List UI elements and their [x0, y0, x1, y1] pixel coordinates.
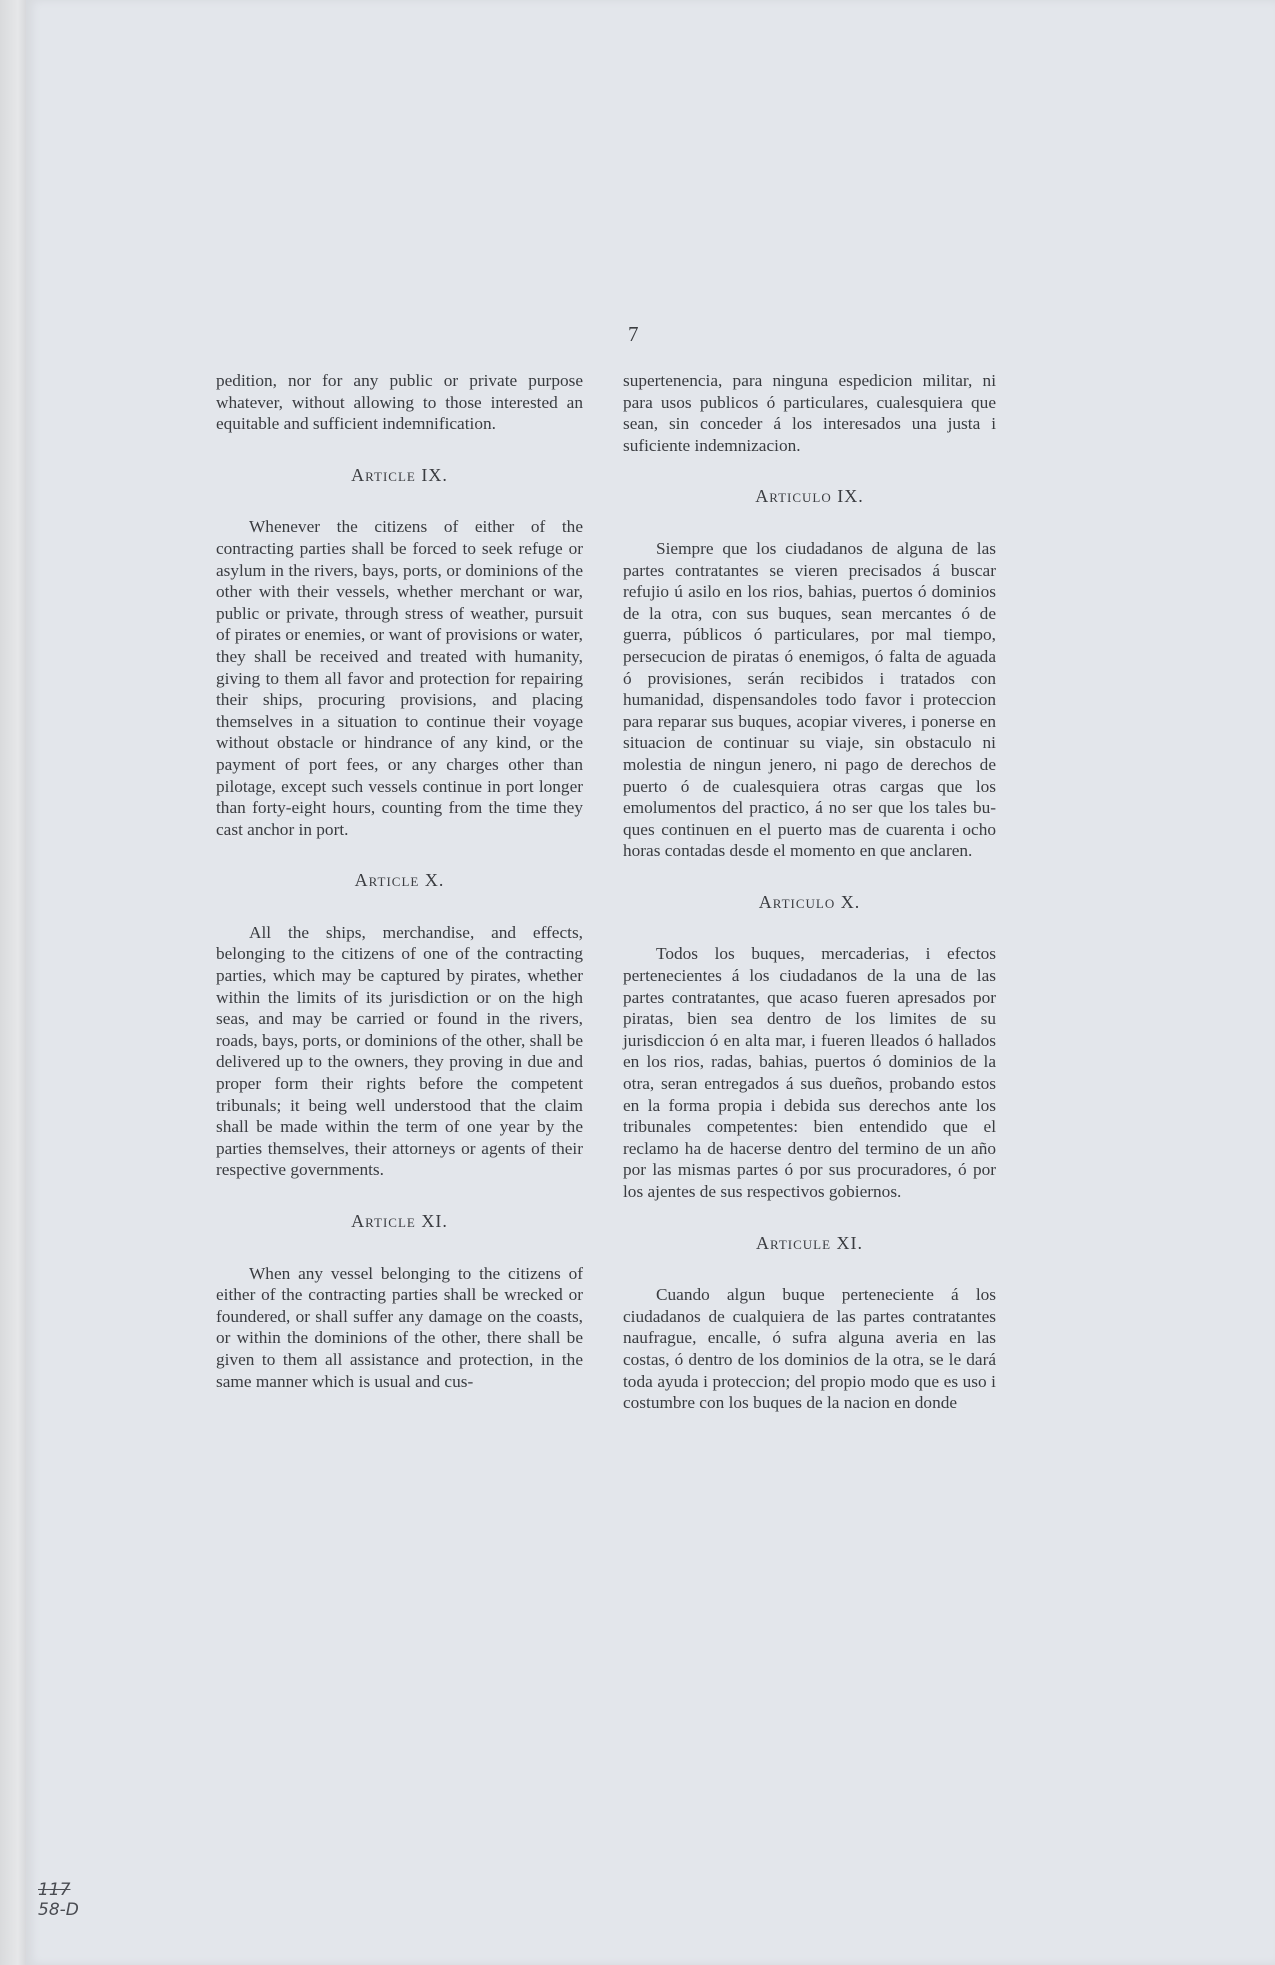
- spanish-column: [623, 370, 996, 1414]
- article-heading: Articule XI.: [755, 1232, 864, 1253]
- paragraph: pedition, nor for any public or private purpose whatever, without allowing to those interested an equitable and sufficient indemnification.: [216, 371, 583, 434]
- article-heading: Article IX.: [351, 464, 448, 485]
- paragraph: Whenever the citizens of either of the contracting parties shall be forced to seek refuge or asylum in the rivers, bays, ports, or dominions of the other with their vessels, whether merchant or war, public or private, through stress of weather, pursuit of pirates or enemies, or want of provisions or water, they shall be received and treated with humanity, giving to them all favor and protection for repairing their ships, procuring provisions, and placing themselves in a situation to continue their voyage without obstacle or hindrance of any kind, or the payment of port fees, or any charges other than pilotage, except such vessels continue in port longer than forty-eight hours, counting from the time they cast anchor in port.: [216, 517, 583, 839]
- paragraph: All the ships, merchandise, and effects, belonging to the citizens of one of the contracting parties, which may be captured by pirates, whether within the limits of its jurisdiction or on the high seas, and may be carried or found in the rivers, roads, bays, ports, or dominions of the other, shall be delivered up to the owners, they proving in due and proper form their rights before the competent tribunals; it being well understood that the claim shall be made within the term of one year by the parties themselves, their attorneys or agents of their respective governments.: [216, 922, 583, 1180]
- manuscript-note: [38, 1880, 79, 1920]
- article-heading: Article X.: [354, 870, 445, 891]
- article-heading: Article XI.: [351, 1211, 448, 1231]
- article-heading: Articulo X.: [758, 891, 861, 912]
- paragraph: Cuando algun buque perteneciente á los ciudadanos de cualquiera de las partes contratantes naufrague, encalle, ó sufra alguna averia en las costas, ó dentro de los dominios de la otra, se le dará toda ayuda i proteccion; del propio modo que es uso i costumbre con los buques de la nacion en donde: [623, 1285, 996, 1413]
- english-column: [216, 370, 583, 1392]
- page-number: 7: [628, 322, 639, 346]
- article-heading: Articulo IX.: [755, 486, 864, 507]
- paragraph: supertenencia, para ninguna espedicion militar, ni para usos publicos ó particulares, cualesquiera que sean, sin conceder á los interesados una justa i suficiente indemnizacion.: [623, 371, 996, 455]
- paragraph: When any vessel belonging to the citizens of either of the contracting parties shall be wrecked or foundered, or shall suffer any damage on the coasts, or within the dominions of the other, there shall be given to them all assistance and protection, in the same manner which is usual and cus-: [216, 1263, 583, 1391]
- paragraph: Todos los buques, mercaderias, i efectos pertenecientes á los ciudadanos de la una de las partes contratantes, que acaso fueren apresados por piratas, bien sea dentro de los limites de su jurisdiccion ó en alta mar, i fueren lleados ó hallados en los rios, radas, bahias, puertos ó dominios de la otra, seran entregados á sus dueños, probando estos en la forma propia i debida sus derechos ante los tribunales competentes: bien entendido que el reclamo ha de hacerse dentro del termino de un año por las mismas partes ó por sus procuradores, ó por los ajentes de sus respectivos gobiernos.: [623, 944, 996, 1201]
- manuscript-number: 117: [38, 1880, 71, 1900]
- document-page: [26, 0, 1275, 1965]
- manuscript-code: 58-D: [38, 1900, 79, 1920]
- paragraph: Siempre que los ciudadanos de alguna de las partes contratantes se vieren precisados á buscar refujio ú asilo en los rios, bahias, puertos ó dominios de la otra, con sus buques, sean mercantes ó de guerra, públicos ó particulares, por mal tiempo, persecucion de piratas ó enemigos, ó falta de aguada ó provisiones, serán recibidos i tratados con humanidad, dispensandoles todo favor i proteccion para reparar sus buques, acopiar viveres, i ponerse en situacion de continuar su viaje, sin obstaculo ni molestia de ningun jenero, ni pago de derechos de puerto ó de cualesquiera otras cargas que los emolumentos del practico, á no ser que los tales buques continuen en el puerto mas de cuarenta i ocho horas contadas desde el momento en que anclaren.: [623, 538, 996, 861]
